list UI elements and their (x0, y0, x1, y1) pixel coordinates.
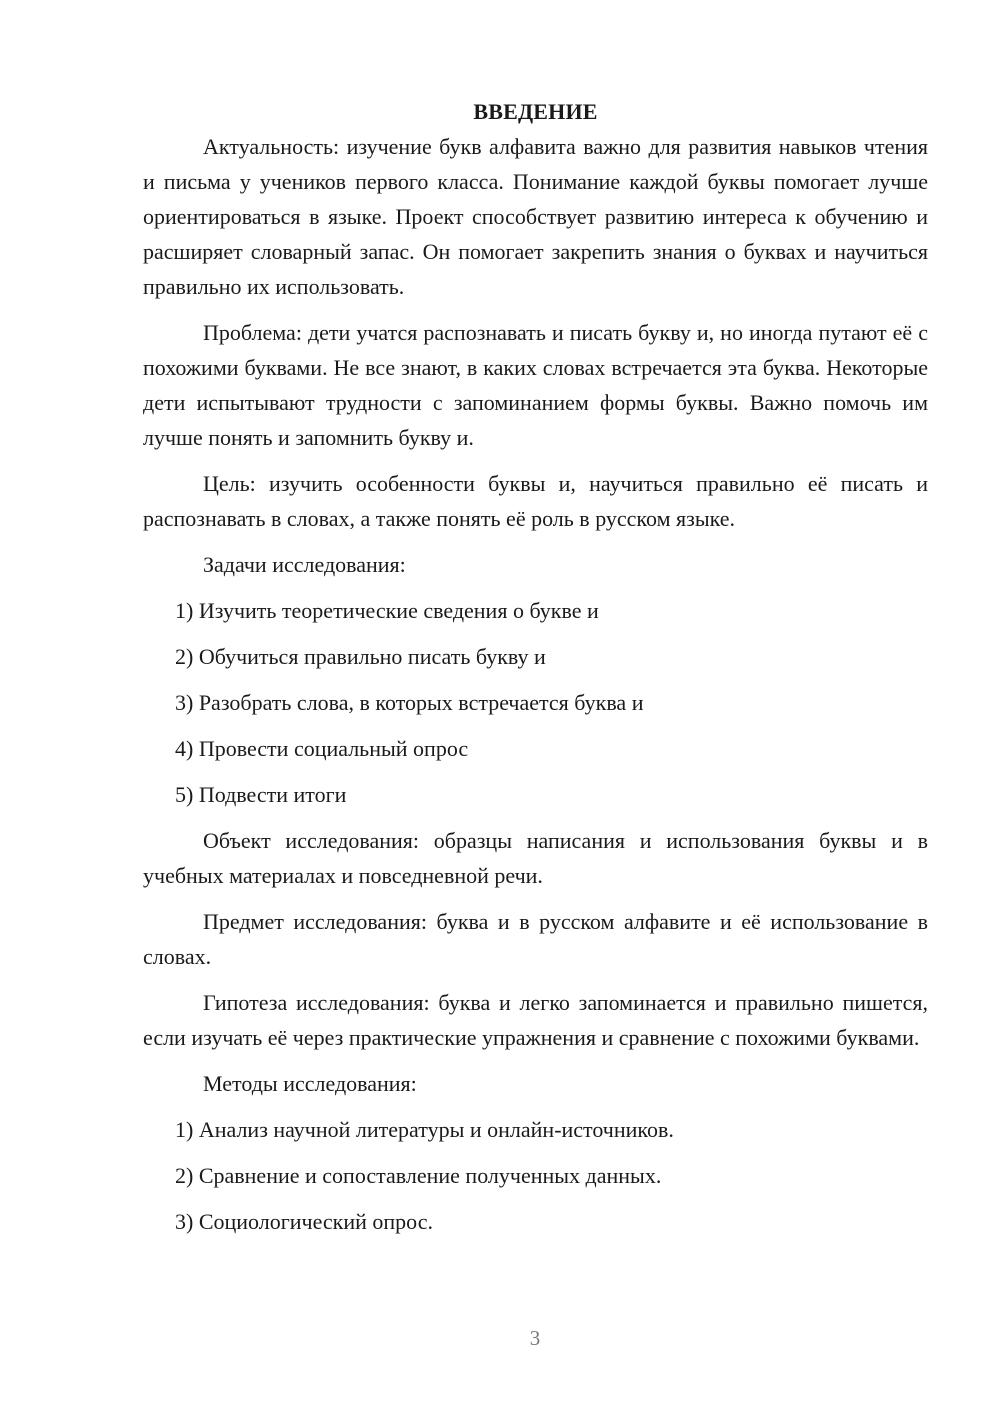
page-number: 3 (529, 1326, 541, 1350)
document-page (143, 94, 928, 1250)
subject-paragraph: Предмет исследования: буква и в русском алфавите и её использование в словах. (143, 909, 928, 969)
goal-paragraph: Цель: изучить особенности буквы и, научиться правильно её писать и распознавать в словах, а также понять её роль в русском языке. (143, 471, 928, 531)
methods-list (143, 1112, 928, 1239)
list-item: 3) Социологический опрос. (175, 1209, 433, 1234)
page-title: ВВЕДЕНИЕ (473, 99, 598, 124)
list-item: 2) Сравнение и сопоставление полученных данных. (175, 1163, 662, 1188)
object-paragraph: Объект исследования: образцы написания и использования буквы и в учебных материалах и повседневной речи. (143, 828, 928, 888)
tasks-label: Задачи исследования: (203, 552, 406, 577)
list-item: 4) Провести социальный опрос (175, 736, 469, 761)
hypothesis-paragraph: Гипотеза исследования: буква и легко запоминается и правильно пишется, если изучать её через практические упражнения и сравнение с похожими буквами. (143, 990, 928, 1050)
relevance-paragraph: Актуальность: изучение букв алфавита важно для развития навыков чтения и письма у учеников первого класса. Понимание каждой буквы помогает лучше ориентироваться в языке. Проект способствует развитию интереса к обучению и расширяет словарный запас. Он помогает закрепить знания о буквах и научиться правильно их использовать. (143, 134, 928, 299)
list-item: 1) Изучить теоретические сведения о букве и (175, 598, 599, 623)
list-item: 5) Подвести итоги (175, 782, 347, 807)
list-item: 2) Обучиться правильно писать букву и (175, 644, 546, 669)
methods-label: Методы исследования: (203, 1071, 417, 1096)
tasks-list (143, 593, 928, 812)
problem-paragraph: Проблема: дети учатся распознавать и писать букву и, но иногда путают её с похожими буквами. Не все знают, в каких словах встречается эта буква. Некоторые дети испытывают трудности с запоминанием формы буквы. Важно помочь им лучше понять и запомнить букву и. (143, 320, 928, 450)
list-item: 3) Разобрать слова, в которых встречается буква и (175, 690, 644, 715)
list-item: 1) Анализ научной литературы и онлайн-источников. (175, 1117, 674, 1142)
